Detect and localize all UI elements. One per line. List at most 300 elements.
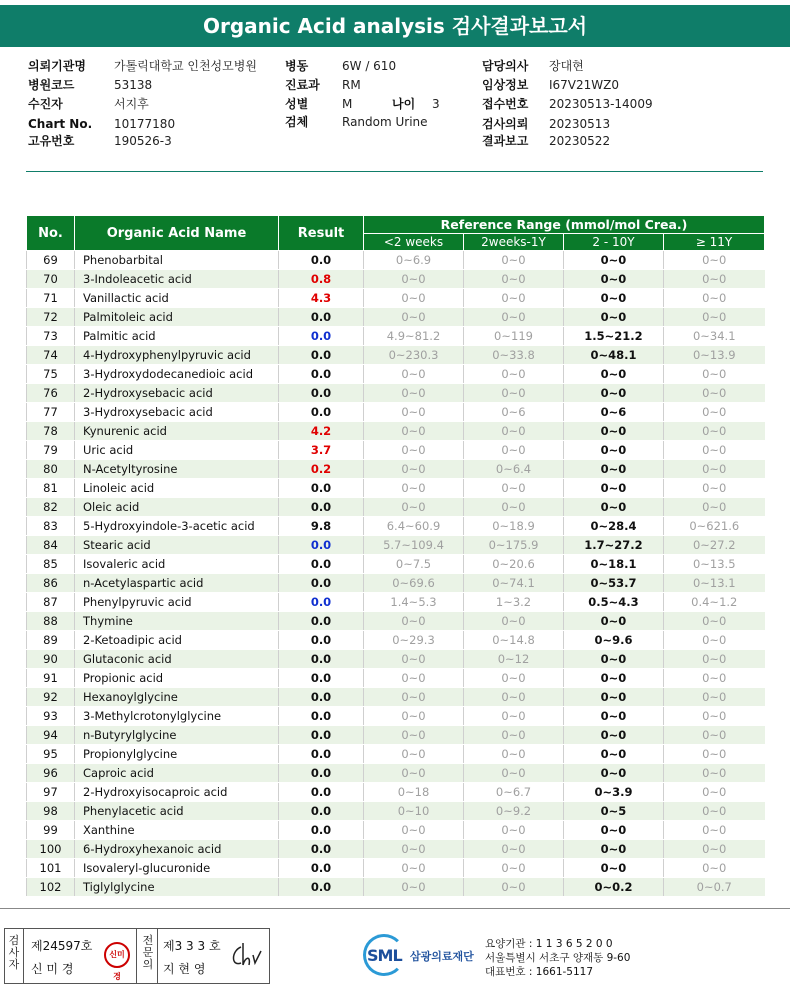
ref-lt2w: 0~0: [364, 479, 464, 498]
result-value: 4.3: [279, 289, 364, 308]
acid-name: 4-Hydroxyphenylpyruvic acid: [75, 346, 279, 365]
table-row: [27, 422, 765, 441]
info-label: 접수번호: [482, 97, 529, 111]
ref-2-10y: 0~0: [564, 650, 664, 669]
info-value: 서지후: [114, 97, 149, 111]
ref-lt2w: 0~0: [364, 745, 464, 764]
table-row: [27, 460, 765, 479]
row-number: 80: [27, 460, 75, 479]
result-value: 0.0: [279, 631, 364, 650]
ref-2-10y: 0~18.1: [564, 555, 664, 574]
results-table: [26, 215, 765, 897]
ref-2-10y: 0~0: [564, 688, 664, 707]
row-number: 86: [27, 574, 75, 593]
result-value: 0.0: [279, 840, 364, 859]
ref-lt2w: 0~0: [364, 821, 464, 840]
ref-ge11y: 0~0: [664, 688, 765, 707]
ref-2w1y: 0~0: [464, 422, 564, 441]
ref-2-10y: 0~0: [564, 669, 664, 688]
row-number: 92: [27, 688, 75, 707]
acid-name: Phenylacetic acid: [75, 802, 279, 821]
row-number: 98: [27, 802, 75, 821]
ref-ge11y: 0~0: [664, 251, 765, 270]
ref-ge11y: 0~0: [664, 802, 765, 821]
info-value: Random Urine: [342, 115, 428, 129]
ref-lt2w: 0~0: [364, 707, 464, 726]
result-value: 0.0: [279, 783, 364, 802]
result-value: 0.0: [279, 726, 364, 745]
ref-2-10y: 1.5~21.2: [564, 327, 664, 346]
row-number: 71: [27, 289, 75, 308]
specialist-license: 제3 3 3 호: [163, 939, 221, 953]
ref-ge11y: 0~0: [664, 783, 765, 802]
ref-2w1y: 0~0: [464, 688, 564, 707]
ref-lt2w: 0~0: [364, 270, 464, 289]
table-row: [27, 650, 765, 669]
result-value: 0.0: [279, 574, 364, 593]
info-label: 수진자: [28, 97, 63, 111]
ref-lt2w: 0~0: [364, 764, 464, 783]
ref-2w1y: 0~18.9: [464, 517, 564, 536]
table-row: [27, 726, 765, 745]
ref-lt2w: 0~7.5: [364, 555, 464, 574]
ref-2-10y: 0~0: [564, 859, 664, 878]
ref-2w1y: 1~3.2: [464, 593, 564, 612]
ref-lt2w: 0~10: [364, 802, 464, 821]
ref-lt2w: 0~0: [364, 384, 464, 403]
tester-label: [7, 935, 21, 971]
table-row: [27, 707, 765, 726]
ref-lt2w: 0~0: [364, 365, 464, 384]
ref-2-10y: 0~0: [564, 498, 664, 517]
row-number: 76: [27, 384, 75, 403]
col-header-reference: Reference Range (mmol/mol Crea.): [364, 216, 765, 234]
ref-ge11y: 0~0: [664, 460, 765, 479]
ref-ge11y: 0~0: [664, 479, 765, 498]
result-value: 0.0: [279, 745, 364, 764]
row-number: 74: [27, 346, 75, 365]
ref-lt2w: 5.7~109.4: [364, 536, 464, 555]
ref-ge11y: 0~27.2: [664, 536, 765, 555]
row-number: 96: [27, 764, 75, 783]
ref-2-10y: 0~0: [564, 460, 664, 479]
acid-name: Oleic acid: [75, 498, 279, 517]
ref-2w1y: 0~74.1: [464, 574, 564, 593]
acid-name: Propionylglycine: [75, 745, 279, 764]
result-value: 0.0: [279, 878, 364, 897]
row-number: 94: [27, 726, 75, 745]
table-row: [27, 631, 765, 650]
ref-ge11y: 0~34.1: [664, 327, 765, 346]
row-number: 87: [27, 593, 75, 612]
row-number: 85: [27, 555, 75, 574]
table-row: [27, 764, 765, 783]
ref-2-10y: 0~0: [564, 289, 664, 308]
acid-name: 3-Hydroxysebacic acid: [75, 403, 279, 422]
acid-name: Hexanoylglycine: [75, 688, 279, 707]
result-value: 0.0: [279, 308, 364, 327]
ref-2w1y: 0~33.8: [464, 346, 564, 365]
address-line: 서울특별시 서초구 양재동 9-60: [485, 952, 631, 964]
ref-2w1y: 0~0: [464, 764, 564, 783]
row-number: 81: [27, 479, 75, 498]
ref-2w1y: 0~175.9: [464, 536, 564, 555]
ref-ge11y: 0~0: [664, 764, 765, 783]
ref-2w1y: 0~0: [464, 745, 564, 764]
ref-lt2w: 0~69.6: [364, 574, 464, 593]
table-row: [27, 289, 765, 308]
acid-name: 3-Methylcrotonylglycine: [75, 707, 279, 726]
result-value: 3.7: [279, 441, 364, 460]
ref-2-10y: 0~0: [564, 745, 664, 764]
ref-ge11y: 0~0: [664, 745, 765, 764]
ref-2w1y: 0~9.2: [464, 802, 564, 821]
logo-ring: [363, 934, 405, 976]
ref-lt2w: 4.9~81.2: [364, 327, 464, 346]
table-row: [27, 346, 765, 365]
row-number: 89: [27, 631, 75, 650]
acid-name: 2-Hydroxysebacic acid: [75, 384, 279, 403]
ref-ge11y: 0~0: [664, 726, 765, 745]
ref-ge11y: 0~0: [664, 403, 765, 422]
acid-name: Glutaconic acid: [75, 650, 279, 669]
ref-2w1y: 0~0: [464, 441, 564, 460]
ref-2w1y: 0~119: [464, 327, 564, 346]
ref-lt2w: 0~0: [364, 612, 464, 631]
info-label: 나이: [392, 97, 416, 111]
ref-2w1y: 0~0: [464, 612, 564, 631]
ref-2w1y: 0~0: [464, 384, 564, 403]
divider: [26, 171, 763, 172]
table-row: [27, 536, 765, 555]
row-number: 93: [27, 707, 75, 726]
ref-2-10y: 0~48.1: [564, 346, 664, 365]
table-row: [27, 517, 765, 536]
row-number: 69: [27, 251, 75, 270]
ref-lt2w: 0~230.3: [364, 346, 464, 365]
footer-divider: [0, 908, 790, 909]
table-row: [27, 688, 765, 707]
ref-header-ge11y: ≥ 11Y: [664, 234, 765, 251]
ref-2-10y: 0~0: [564, 840, 664, 859]
result-value: 0.0: [279, 327, 364, 346]
info-value: 20230522: [549, 134, 611, 148]
seal-stamp: 신미경: [104, 942, 130, 968]
result-value: 0.0: [279, 688, 364, 707]
tester-label-char: 검: [8, 934, 20, 947]
result-value: 0.0: [279, 346, 364, 365]
ref-2w1y: 0~0: [464, 365, 564, 384]
ref-ge11y: 0~0: [664, 631, 765, 650]
table-row: [27, 479, 765, 498]
table-row: [27, 441, 765, 460]
ref-lt2w: 0~0: [364, 460, 464, 479]
ref-ge11y: 0~0: [664, 859, 765, 878]
signature-box: [4, 928, 270, 984]
row-number: 100: [27, 840, 75, 859]
table-row: [27, 327, 765, 346]
row-number: 82: [27, 498, 75, 517]
acid-name: Uric acid: [75, 441, 279, 460]
logo-abbr: SML: [367, 946, 402, 965]
ref-2w1y: 0~0: [464, 878, 564, 897]
table-row: [27, 384, 765, 403]
result-value: 0.0: [279, 669, 364, 688]
acid-name: Palmitic acid: [75, 327, 279, 346]
ref-header-lt2w: <2 weeks: [364, 234, 464, 251]
acid-name: Palmitoleic acid: [75, 308, 279, 327]
table-row: [27, 612, 765, 631]
ref-lt2w: 0~0: [364, 726, 464, 745]
info-label: 병원코드: [28, 78, 75, 92]
row-number: 78: [27, 422, 75, 441]
result-value: 0.0: [279, 802, 364, 821]
acid-name: 6-Hydroxyhexanoic acid: [75, 840, 279, 859]
results-body: [27, 251, 765, 897]
ref-ge11y: 0~13.1: [664, 574, 765, 593]
info-label: 임상정보: [482, 78, 529, 92]
row-number: 70: [27, 270, 75, 289]
ref-lt2w: 0~0: [364, 403, 464, 422]
ref-2-10y: 0~0: [564, 441, 664, 460]
result-value: 0.0: [279, 650, 364, 669]
row-number: 99: [27, 821, 75, 840]
info-value: 3: [432, 97, 440, 111]
acid-name: 5-Hydroxyindole-3-acetic acid: [75, 517, 279, 536]
info-label: 검사의뢰: [482, 117, 529, 131]
ref-lt2w: 0~0: [364, 422, 464, 441]
info-label: Chart No.: [28, 117, 93, 131]
specialist-name: 지 현 영: [163, 962, 206, 976]
table-row: [27, 783, 765, 802]
ref-lt2w: 0~18: [364, 783, 464, 802]
report-title: Organic Acid analysis 검사결과보고서: [0, 5, 790, 47]
ref-2w1y: 0~6.4: [464, 460, 564, 479]
ref-2-10y: 0~3.9: [564, 783, 664, 802]
info-value: RM: [342, 78, 361, 92]
ref-2-10y: 0~9.6: [564, 631, 664, 650]
row-number: 79: [27, 441, 75, 460]
ref-ge11y: 0~13.9: [664, 346, 765, 365]
ref-lt2w: 0~0: [364, 441, 464, 460]
result-value: 0.0: [279, 536, 364, 555]
ref-2w1y: 0~14.8: [464, 631, 564, 650]
row-number: 90: [27, 650, 75, 669]
acid-name: Tiglylglycine: [75, 878, 279, 897]
acid-name: Xanthine: [75, 821, 279, 840]
ref-header-2-10y: 2 - 10Y: [564, 234, 664, 251]
table-row: [27, 251, 765, 270]
info-label: 결과보고: [482, 134, 529, 148]
acid-name: Thymine: [75, 612, 279, 631]
ref-lt2w: 0~0: [364, 669, 464, 688]
result-value: 0.0: [279, 498, 364, 517]
ref-2w1y: 0~20.6: [464, 555, 564, 574]
result-value: 0.0: [279, 384, 364, 403]
ref-2w1y: 0~6: [464, 403, 564, 422]
row-number: 75: [27, 365, 75, 384]
ref-2-10y: 0~0: [564, 726, 664, 745]
result-value: 0.0: [279, 251, 364, 270]
result-value: 0.0: [279, 403, 364, 422]
acid-name: Linoleic acid: [75, 479, 279, 498]
acid-name: n-Butyrylglycine: [75, 726, 279, 745]
ref-ge11y: 0~0: [664, 707, 765, 726]
ref-ge11y: 0~0: [664, 289, 765, 308]
row-number: 77: [27, 403, 75, 422]
result-value: 0.0: [279, 707, 364, 726]
logo-name: 삼광의료재단: [410, 950, 474, 963]
ref-lt2w: 0~0: [364, 859, 464, 878]
ref-ge11y: 0~0: [664, 498, 765, 517]
acid-name: Isovaleryl-glucuronide: [75, 859, 279, 878]
table-row: [27, 802, 765, 821]
result-value: 0.0: [279, 593, 364, 612]
ref-header-2w1y: 2weeks-1Y: [464, 234, 564, 251]
result-value: 0.0: [279, 612, 364, 631]
table-row: [27, 840, 765, 859]
table-row: [27, 669, 765, 688]
table-row: [27, 574, 765, 593]
ref-2-10y: 0~0: [564, 365, 664, 384]
info-value: 20230513: [549, 117, 611, 131]
info-label: 진료과: [285, 78, 320, 92]
acid-name: 2-Ketoadipic acid: [75, 631, 279, 650]
row-number: 91: [27, 669, 75, 688]
row-number: 72: [27, 308, 75, 327]
row-number: 101: [27, 859, 75, 878]
tester-label-char: 사: [8, 946, 20, 959]
ref-2-10y: 0~0: [564, 479, 664, 498]
ref-2-10y: 0.5~4.3: [564, 593, 664, 612]
table-row: [27, 403, 765, 422]
info-value: 6W / 610: [342, 59, 397, 73]
ref-2w1y: 0~6.7: [464, 783, 564, 802]
info-label: 병동: [285, 59, 309, 73]
table-row: [27, 821, 765, 840]
ref-2w1y: 0~0: [464, 498, 564, 517]
info-value: M: [342, 97, 353, 111]
ref-2w1y: 0~0: [464, 479, 564, 498]
row-number: 97: [27, 783, 75, 802]
ref-ge11y: 0~0: [664, 422, 765, 441]
result-value: 9.8: [279, 517, 364, 536]
ref-2w1y: 0~0: [464, 270, 564, 289]
ref-lt2w: 0~0: [364, 650, 464, 669]
ref-ge11y: 0~0: [664, 384, 765, 403]
info-value: 장대현: [549, 59, 584, 73]
row-number: 84: [27, 536, 75, 555]
table-row: [27, 498, 765, 517]
acid-name: Stearic acid: [75, 536, 279, 555]
tester-name: 신 미 경: [31, 962, 74, 976]
ref-2w1y: 0~0: [464, 840, 564, 859]
ref-2w1y: 0~0: [464, 669, 564, 688]
ref-2w1y: 0~0: [464, 821, 564, 840]
specialist-label-char: 전: [142, 934, 154, 947]
ref-lt2w: 0~0: [364, 289, 464, 308]
ref-2w1y: 0~0: [464, 726, 564, 745]
col-header-no: No.: [27, 216, 75, 251]
ref-ge11y: 0~0: [664, 650, 765, 669]
specialist-label: [141, 935, 155, 971]
ref-2w1y: 0~0: [464, 859, 564, 878]
specialist-label-char: 의: [142, 958, 154, 971]
acid-name: n-Acetylaspartic acid: [75, 574, 279, 593]
info-label: 담당의사: [482, 59, 529, 73]
ref-ge11y: 0~0.7: [664, 878, 765, 897]
info-value: 53138: [114, 78, 153, 92]
ref-2-10y: 0~5: [564, 802, 664, 821]
ref-ge11y: 0~0: [664, 821, 765, 840]
ref-ge11y: 0~0: [664, 669, 765, 688]
info-value: 가톨릭대학교 인천성모병원: [114, 59, 257, 73]
ref-2-10y: 0~6: [564, 403, 664, 422]
info-value: I67V21WZ0: [549, 78, 620, 92]
ref-2-10y: 0~0: [564, 821, 664, 840]
ref-ge11y: 0~621.6: [664, 517, 765, 536]
result-value: 0.0: [279, 555, 364, 574]
result-value: 0.0: [279, 365, 364, 384]
ref-2w1y: 0~12: [464, 650, 564, 669]
row-number: 95: [27, 745, 75, 764]
acid-name: 3-Indoleacetic acid: [75, 270, 279, 289]
ref-lt2w: 1.4~5.3: [364, 593, 464, 612]
info-value: 190526-3: [114, 134, 172, 148]
address-line: 요양기관 : 1 1 3 6 5 2 0 0: [485, 938, 613, 950]
info-value: 10177180: [114, 117, 176, 131]
ref-2-10y: 0~0.2: [564, 878, 664, 897]
institution-address: [485, 937, 630, 979]
ref-2w1y: 0~0: [464, 308, 564, 327]
result-value: 0.0: [279, 764, 364, 783]
info-label: 고유번호: [28, 134, 75, 148]
info-label: 성별: [285, 97, 309, 111]
acid-name: 3-Hydroxydodecanedioic acid: [75, 365, 279, 384]
info-label: 의뢰기관명: [28, 59, 86, 73]
table-row: [27, 555, 765, 574]
ref-2-10y: 0~0: [564, 764, 664, 783]
ref-ge11y: 0~0: [664, 308, 765, 327]
info-label: 검체: [285, 115, 309, 129]
ref-ge11y: 0.4~1.2: [664, 593, 765, 612]
acid-name: Caproic acid: [75, 764, 279, 783]
ref-2-10y: 0~0: [564, 612, 664, 631]
ref-lt2w: 0~0: [364, 498, 464, 517]
acid-name: Kynurenic acid: [75, 422, 279, 441]
table-row: [27, 878, 765, 897]
result-value: 0.0: [279, 821, 364, 840]
ref-2-10y: 0~0: [564, 707, 664, 726]
ref-2-10y: 0~28.4: [564, 517, 664, 536]
col-header-result: Result: [279, 216, 364, 251]
row-number: 102: [27, 878, 75, 897]
ref-2-10y: 0~0: [564, 308, 664, 327]
row-number: 73: [27, 327, 75, 346]
row-number: 83: [27, 517, 75, 536]
signature-scribble: [227, 941, 263, 971]
table-row: [27, 308, 765, 327]
ref-ge11y: 0~0: [664, 270, 765, 289]
ref-lt2w: 0~0: [364, 308, 464, 327]
ref-2w1y: 0~0: [464, 707, 564, 726]
row-number: 88: [27, 612, 75, 631]
result-value: 4.2: [279, 422, 364, 441]
acid-name: Phenylpyruvic acid: [75, 593, 279, 612]
col-header-name: Organic Acid Name: [75, 216, 279, 251]
table-row: [27, 365, 765, 384]
acid-name: N-Acetyltyrosine: [75, 460, 279, 479]
